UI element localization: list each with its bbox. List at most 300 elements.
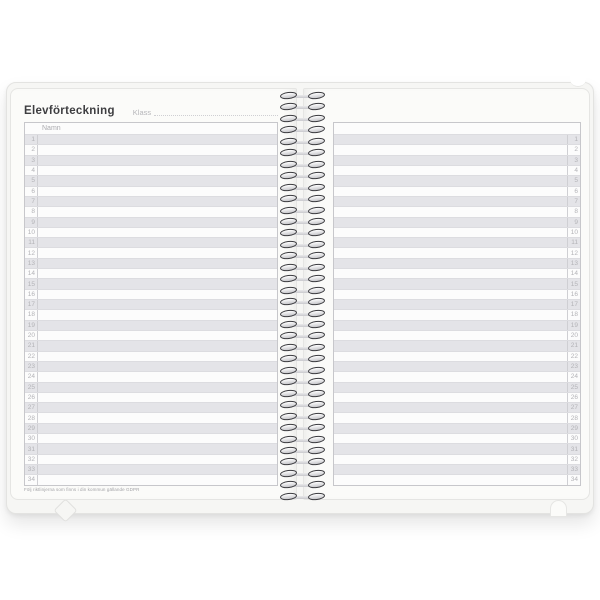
name-cell [334, 352, 567, 361]
table-row [25, 217, 277, 227]
table-row [25, 278, 277, 288]
spiral-ring-right [308, 297, 326, 306]
table-row [334, 402, 580, 412]
name-cell [38, 187, 277, 196]
spiral-ring-left [280, 137, 298, 146]
spiral-ring-right [308, 469, 326, 478]
table-row [334, 299, 580, 309]
row-number: 3 [25, 156, 38, 165]
heading-row [24, 102, 278, 118]
name-cell [334, 321, 567, 330]
row-number: 33 [25, 465, 38, 474]
spiral-loop [279, 413, 327, 422]
page-curl-top-right [570, 72, 586, 87]
row-number: 11 [25, 238, 38, 247]
name-cell [334, 403, 567, 412]
name-cell [38, 321, 277, 330]
name-cell [334, 455, 567, 464]
name-cell [334, 135, 567, 144]
table-row [25, 289, 277, 299]
row-number: 6 [25, 187, 38, 196]
row-number: 18 [25, 310, 38, 319]
table-row [25, 433, 277, 443]
spiral-ring-right [308, 228, 326, 237]
table-row [334, 258, 580, 268]
spiral-ring-left [280, 125, 298, 134]
student-list-table-right [333, 122, 581, 486]
name-cell [38, 166, 277, 175]
spiral-loop [279, 229, 327, 238]
table-row [334, 464, 580, 474]
spiral-ring-left [280, 217, 298, 226]
table-row [334, 433, 580, 443]
spiral-ring-left [280, 377, 298, 386]
table-row [334, 320, 580, 330]
spiral-ring-left [280, 274, 298, 283]
table-row [25, 351, 277, 361]
table-row [25, 134, 277, 144]
row-number: 14 [25, 269, 38, 278]
spiral-loop [279, 287, 327, 296]
table-row [334, 165, 580, 175]
row-number: 23 [25, 362, 38, 371]
spiral-ring-left [280, 240, 298, 249]
row-number: 18 [567, 310, 580, 319]
spiral-loop [279, 275, 327, 284]
spiral-loop [279, 138, 327, 147]
table-row [25, 454, 277, 464]
name-cell [334, 187, 567, 196]
row-number: 30 [25, 434, 38, 443]
table-row [25, 464, 277, 474]
row-number: 24 [25, 372, 38, 381]
row-number: 12 [567, 248, 580, 257]
spiral-ring-right [308, 320, 326, 329]
spiral-ring-left [280, 480, 298, 489]
spiral-loop [279, 184, 327, 193]
table-row [25, 423, 277, 433]
spiral-ring-left [280, 194, 298, 203]
spiral-loop [279, 241, 327, 250]
spiral-loop [279, 470, 327, 479]
spiral-ring-left [280, 320, 298, 329]
table-row [334, 144, 580, 154]
spiral-ring-right [308, 148, 326, 157]
table-header-left [25, 123, 277, 134]
row-number: 17 [25, 300, 38, 309]
spiral-ring-right [308, 343, 326, 352]
table-row [334, 289, 580, 299]
name-cell [334, 310, 567, 319]
name-cell [38, 290, 277, 299]
spiral-ring-left [280, 228, 298, 237]
spiral-loop [279, 218, 327, 227]
name-cell [38, 393, 277, 402]
table-row [334, 309, 580, 319]
name-cell [334, 444, 567, 453]
spiral-ring-right [308, 274, 326, 283]
name-cell [334, 362, 567, 371]
row-number: 19 [25, 321, 38, 330]
student-list-table-left [24, 122, 278, 486]
row-number: 27 [567, 403, 580, 412]
spiral-ring-right [308, 240, 326, 249]
right-page [303, 88, 590, 500]
row-number: 26 [25, 393, 38, 402]
row-number: 17 [567, 300, 580, 309]
name-cell [334, 434, 567, 443]
table-row [334, 443, 580, 453]
name-cell [38, 135, 277, 144]
spiral-loop [279, 195, 327, 204]
name-cell [334, 393, 567, 402]
table-row [334, 227, 580, 237]
name-cell [38, 475, 277, 484]
row-number: 10 [25, 228, 38, 237]
spiral-loop [279, 321, 327, 330]
row-number: 25 [25, 383, 38, 392]
spiral-ring-left [280, 171, 298, 180]
table-row [25, 237, 277, 247]
row-number: 6 [567, 187, 580, 196]
spiral-loop [279, 149, 327, 158]
table-body-right [334, 134, 580, 485]
spiral-loop [279, 115, 327, 124]
spiral-loop [279, 161, 327, 170]
spiral-ring-left [280, 434, 298, 443]
row-number: 31 [567, 444, 580, 453]
spiral-loop [279, 298, 327, 307]
name-column-header: Namn [42, 125, 61, 132]
table-row [334, 392, 580, 402]
row-number: 1 [25, 135, 38, 144]
row-number: 30 [567, 434, 580, 443]
row-number: 5 [567, 176, 580, 185]
spiral-ring-left [280, 286, 298, 295]
spiral-ring-right [308, 217, 326, 226]
left-page [10, 88, 297, 500]
spiral-ring-right [308, 446, 326, 455]
name-cell [334, 166, 567, 175]
spiral-ring-right [308, 366, 326, 375]
name-cell [38, 362, 277, 371]
name-cell [334, 145, 567, 154]
row-number: 9 [25, 218, 38, 227]
spiral-ring-right [308, 194, 326, 203]
row-number: 22 [567, 352, 580, 361]
table-row [25, 361, 277, 371]
row-number: 28 [567, 413, 580, 422]
table-row [25, 247, 277, 257]
row-number: 16 [25, 290, 38, 299]
table-row [334, 474, 580, 484]
row-number: 4 [567, 166, 580, 175]
name-cell [38, 341, 277, 350]
row-number: 22 [25, 352, 38, 361]
name-cell [38, 145, 277, 154]
table-row [25, 330, 277, 340]
spiral-ring-left [280, 412, 298, 421]
table-row [334, 382, 580, 392]
table-row [25, 155, 277, 165]
spiral-ring-left [280, 148, 298, 157]
table-row [334, 196, 580, 206]
spiral-ring-right [308, 286, 326, 295]
spiral-loop [279, 126, 327, 135]
table-row [25, 258, 277, 268]
spiral-loop [279, 481, 327, 490]
name-cell [38, 248, 277, 257]
spiral-loop [279, 103, 327, 112]
table-row [334, 186, 580, 196]
spiral-ring-right [308, 91, 326, 100]
name-cell [38, 352, 277, 361]
name-cell [38, 413, 277, 422]
table-row [334, 278, 580, 288]
table-row [25, 382, 277, 392]
table-row [25, 144, 277, 154]
name-cell [38, 197, 277, 206]
name-cell [334, 475, 567, 484]
spiral-loop [279, 264, 327, 273]
table-row [334, 175, 580, 185]
name-cell [38, 331, 277, 340]
table-row [334, 155, 580, 165]
class-dotted-line [154, 114, 278, 116]
row-number: 9 [567, 218, 580, 227]
row-number: 15 [567, 279, 580, 288]
table-row [334, 237, 580, 247]
spiral-ring-left [280, 492, 298, 501]
name-cell [334, 218, 567, 227]
spiral-ring-left [280, 251, 298, 260]
row-number: 31 [25, 444, 38, 453]
gdpr-footnote: Följ riktlinjerna som finns i din kommun gällande GDPR [24, 487, 140, 492]
spiral-ring-left [280, 309, 298, 318]
table-row [334, 454, 580, 464]
name-cell [38, 444, 277, 453]
row-number: 27 [25, 403, 38, 412]
name-cell [334, 156, 567, 165]
spiral-binding [279, 90, 327, 510]
name-cell [38, 238, 277, 247]
name-cell [38, 156, 277, 165]
spiral-ring-right [308, 160, 326, 169]
table-row [25, 206, 277, 216]
row-number: 23 [567, 362, 580, 371]
table-row [25, 412, 277, 422]
spiral-loop [279, 493, 327, 502]
row-number: 13 [567, 259, 580, 268]
spiral-ring-right [308, 354, 326, 363]
table-row [334, 351, 580, 361]
name-cell [334, 465, 567, 474]
name-cell [334, 248, 567, 257]
row-number: 34 [25, 475, 38, 484]
row-number: 7 [25, 197, 38, 206]
row-number: 19 [567, 321, 580, 330]
name-cell [334, 383, 567, 392]
name-cell [38, 310, 277, 319]
spiral-ring-left [280, 263, 298, 272]
spiral-ring-left [280, 343, 298, 352]
table-row [334, 134, 580, 144]
name-cell [38, 218, 277, 227]
name-cell [334, 259, 567, 268]
spiral-ring-left [280, 160, 298, 169]
name-cell [334, 238, 567, 247]
name-cell [38, 465, 277, 474]
row-number: 29 [567, 424, 580, 433]
spiral-ring-left [280, 469, 298, 478]
table-row [334, 371, 580, 381]
row-number: 16 [567, 290, 580, 299]
name-cell [334, 197, 567, 206]
row-number: 20 [25, 331, 38, 340]
row-number: 13 [25, 259, 38, 268]
spiral-loop [279, 207, 327, 216]
spiral-loop [279, 332, 327, 341]
table-row [334, 330, 580, 340]
spiral-loop [279, 436, 327, 445]
spiral-ring-left [280, 91, 298, 100]
page-title: Elevförteckning [24, 105, 115, 117]
name-cell [38, 228, 277, 237]
spiral-ring-right [308, 412, 326, 421]
spiral-loop [279, 390, 327, 399]
name-cell [334, 207, 567, 216]
table-row [25, 175, 277, 185]
table-row [334, 247, 580, 257]
spiral-loop [279, 424, 327, 433]
row-number: 33 [567, 465, 580, 474]
spiral-loop [279, 310, 327, 319]
spiral-ring-right [308, 400, 326, 409]
class-label: Klass [132, 108, 152, 117]
table-row [25, 309, 277, 319]
name-cell [38, 259, 277, 268]
spiral-ring-right [308, 102, 326, 111]
spiral-ring-right [308, 183, 326, 192]
spiral-ring-left [280, 331, 298, 340]
spiral-loop [279, 378, 327, 387]
spiral-ring-right [308, 457, 326, 466]
table-row [25, 268, 277, 278]
spiral-ring-right [308, 480, 326, 489]
spiral-loop [279, 367, 327, 376]
table-row [25, 186, 277, 196]
row-number: 10 [567, 228, 580, 237]
table-row [25, 340, 277, 350]
name-cell [38, 424, 277, 433]
page-curl-bottom-right [550, 500, 567, 517]
spiral-loop [279, 344, 327, 353]
spiral-loop [279, 172, 327, 181]
table-row [25, 165, 277, 175]
row-number: 5 [25, 176, 38, 185]
spiral-ring-left [280, 446, 298, 455]
row-number: 26 [567, 393, 580, 402]
table-row [334, 268, 580, 278]
table-row [25, 392, 277, 402]
row-number: 12 [25, 248, 38, 257]
row-number: 8 [25, 207, 38, 216]
spiral-ring-left [280, 423, 298, 432]
table-row [25, 443, 277, 453]
table-header-right [334, 123, 580, 134]
name-cell [334, 176, 567, 185]
table-row [25, 320, 277, 330]
table-row [25, 227, 277, 237]
name-cell [38, 434, 277, 443]
table-row [25, 299, 277, 309]
row-number: 3 [567, 156, 580, 165]
row-number: 21 [25, 341, 38, 350]
name-cell [334, 424, 567, 433]
spiral-ring-right [308, 263, 326, 272]
table-row [25, 474, 277, 484]
row-number: 29 [25, 424, 38, 433]
table-row [334, 206, 580, 216]
name-cell [334, 290, 567, 299]
row-number: 2 [25, 145, 38, 154]
name-cell [334, 279, 567, 288]
name-cell [38, 300, 277, 309]
row-number: 1 [567, 135, 580, 144]
table-row [25, 371, 277, 381]
name-cell [334, 413, 567, 422]
table-row [334, 361, 580, 371]
table-body-left [25, 134, 277, 485]
spiral-ring-right [308, 389, 326, 398]
row-number: 15 [25, 279, 38, 288]
spiral-ring-left [280, 354, 298, 363]
spiral-loop [279, 252, 327, 261]
row-number: 20 [567, 331, 580, 340]
table-row [334, 217, 580, 227]
row-number: 21 [567, 341, 580, 350]
table-row [334, 340, 580, 350]
spiral-ring-right [308, 423, 326, 432]
name-cell [38, 279, 277, 288]
spiral-ring-right [308, 492, 326, 501]
spiral-ring-left [280, 400, 298, 409]
spiral-ring-right [308, 137, 326, 146]
row-number: 25 [567, 383, 580, 392]
spiral-ring-right [308, 205, 326, 214]
spiral-loop [279, 401, 327, 410]
row-number: 2 [567, 145, 580, 154]
name-cell [38, 176, 277, 185]
name-cell [38, 383, 277, 392]
row-number: 8 [567, 207, 580, 216]
spiral-ring-right [308, 331, 326, 340]
spiral-ring-left [280, 389, 298, 398]
row-number: 32 [25, 455, 38, 464]
row-number: 34 [567, 475, 580, 484]
spiral-ring-left [280, 114, 298, 123]
row-number: 28 [25, 413, 38, 422]
name-cell [334, 300, 567, 309]
name-cell [334, 228, 567, 237]
spiral-ring-left [280, 102, 298, 111]
spiral-ring-right [308, 114, 326, 123]
row-number: 24 [567, 372, 580, 381]
spiral-ring-right [308, 377, 326, 386]
spiral-loop [279, 355, 327, 364]
spiral-ring-left [280, 366, 298, 375]
row-number: 4 [25, 166, 38, 175]
